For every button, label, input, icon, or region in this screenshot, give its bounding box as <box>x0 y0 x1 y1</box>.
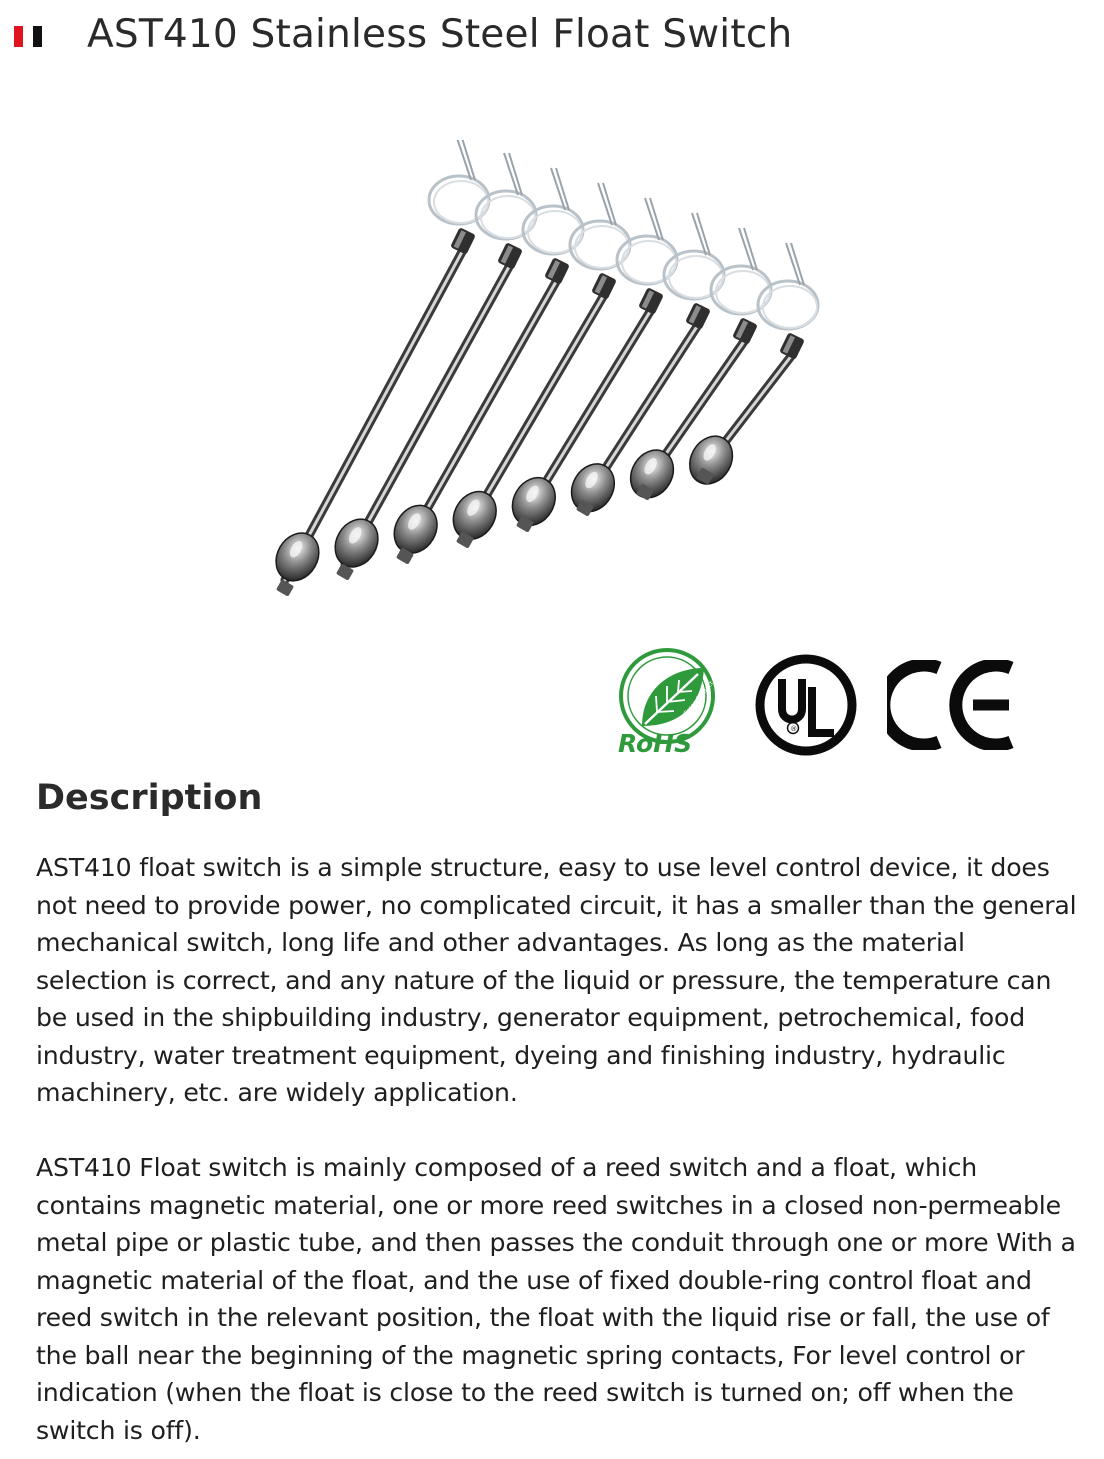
title-bar <box>0 0 1104 80</box>
description-paragraph-1: AST410 float switch is a simple structure, easy to use level control device, it does not need to provide power, no complicated circuit, it has a smaller than the general mechanical switch, long life and other advantages. As long as the material selection is correct, and any nature of the liquid or pressure, the temperature can be used in the shipbuilding industry, generator equipment, petrochemical, food industry, water treatment equipment, dyeing and finishing industry, hydraulic machinery, etc. are widely application. <box>36 853 1077 1107</box>
description-heading: Description <box>36 778 263 818</box>
description-paragraph-2: AST410 Float switch is mainly composed of a reed switch and a float, which contains magnetic material, one or more reed switches in a closed non-permeable metal pipe or plastic tube, and then passes the conduit through one or more With a magnetic material of the float, and the use of fixed double-ring control float and reed switch in the relevant position, the float with the liquid rise or fall, the use of the ball near the beginning of the magnetic spring contacts, For level control or indication (when the float is close to the reed switch is turned on; off when the switch is off). <box>36 1153 1076 1445</box>
ce-logo <box>887 660 1017 750</box>
certification-logos <box>612 648 1032 763</box>
title-accent-red <box>14 26 23 47</box>
svg-text:®: ® <box>790 724 798 733</box>
float-switch-unit <box>681 243 818 492</box>
ul-logo <box>754 653 858 757</box>
product-image-float-switches <box>245 140 845 630</box>
svg-text:Green Product: Green Product <box>682 679 716 718</box>
rohs-logo <box>612 648 722 758</box>
title-accent-black <box>33 26 42 47</box>
page-title: AST410 Stainless Steel Float Switch <box>87 12 793 57</box>
svg-text:RoHS: RoHS <box>618 729 693 758</box>
